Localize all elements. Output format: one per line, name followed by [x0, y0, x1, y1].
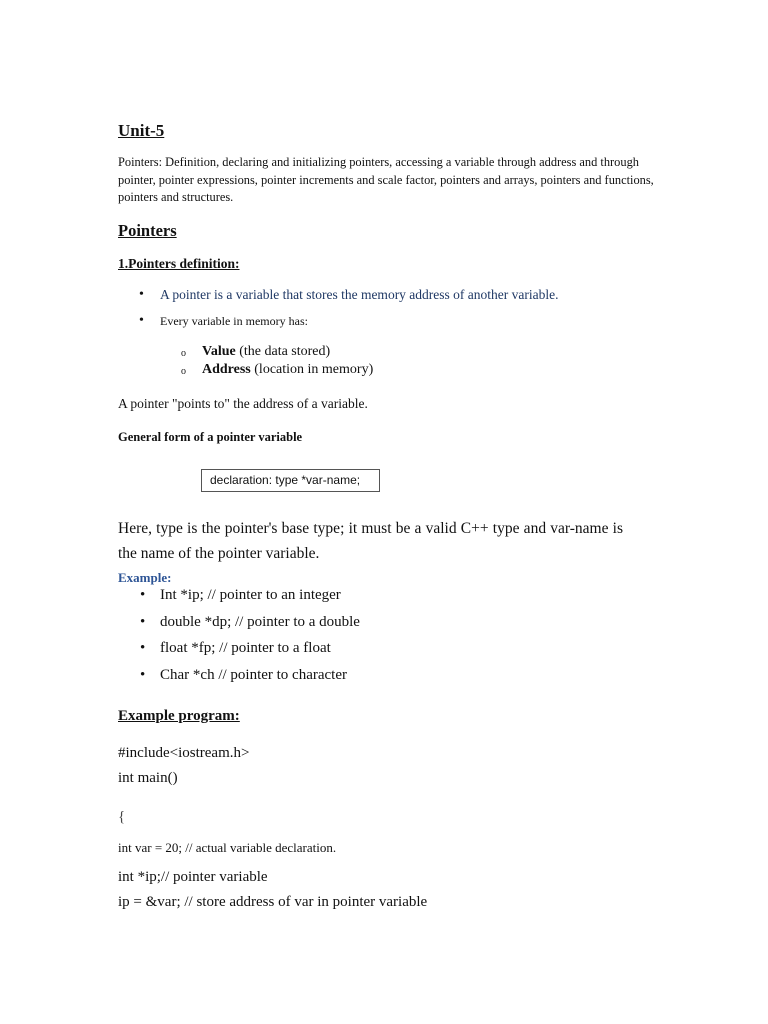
syllabus-paragraph: Pointers: Definition, declaring and initializing pointers, accessing a variable through address and through pointer, pointer expressions, pointer increments and scale factor, pointers and arrays, pointers and functions, pointers and structures.: [118, 155, 654, 204]
circle-marker: o: [181, 348, 186, 359]
code-line: {: [118, 809, 126, 825]
property-address: [202, 362, 373, 378]
section-title: Pointers: [118, 221, 177, 240]
bullet-marker: •: [139, 313, 144, 328]
bullet-marker: •: [140, 640, 146, 656]
code-line: ip = &var; // store address of var in pointer variable: [118, 894, 428, 910]
property-term: Address: [202, 362, 251, 377]
code-line: int var = 20; // actual variable declaration.: [118, 840, 337, 855]
example-label: Example:: [118, 570, 172, 585]
general-form-heading: General form of a pointer variable: [118, 430, 303, 444]
unit-title: Unit-5: [118, 121, 165, 140]
definition-bullet-1: A pointer is a variable that stores the memory address of another variable.: [160, 287, 559, 302]
code-line: #include<iostream.h>: [118, 745, 250, 761]
example-program-heading: Example program:: [118, 708, 240, 724]
here-paragraph: Here, type is the pointer's base type; it must be a valid C++ type and var-name is the name of the pointer variable.: [118, 520, 623, 562]
definition-heading: 1.Pointers definition:: [118, 256, 240, 271]
list-item: float *fp; // pointer to a float: [160, 640, 331, 656]
property-desc: (location in memory): [250, 362, 374, 377]
bullet-marker: •: [140, 667, 146, 683]
bullet-marker: •: [139, 287, 144, 302]
circle-marker: o: [181, 366, 186, 377]
points-to-sentence: A pointer "points to" the address of a variable.: [118, 396, 368, 411]
definition-bullet-2: Every variable in memory has:: [160, 314, 308, 328]
list-item: Int *ip; // pointer to an integer: [160, 587, 341, 603]
list-item: double *dp; // pointer to a double: [160, 614, 360, 630]
code-line: int *ip;// pointer variable: [118, 869, 268, 885]
property-term: Value: [202, 344, 236, 359]
property-desc: (the data stored): [235, 344, 331, 359]
code-line: int main(): [118, 770, 178, 786]
bullet-marker: •: [140, 614, 146, 630]
list-item: Char *ch // pointer to character: [160, 667, 348, 683]
property-value: [202, 344, 330, 360]
bullet-marker: •: [140, 587, 146, 603]
declaration-box: declaration: type *var-name;: [201, 469, 380, 492]
